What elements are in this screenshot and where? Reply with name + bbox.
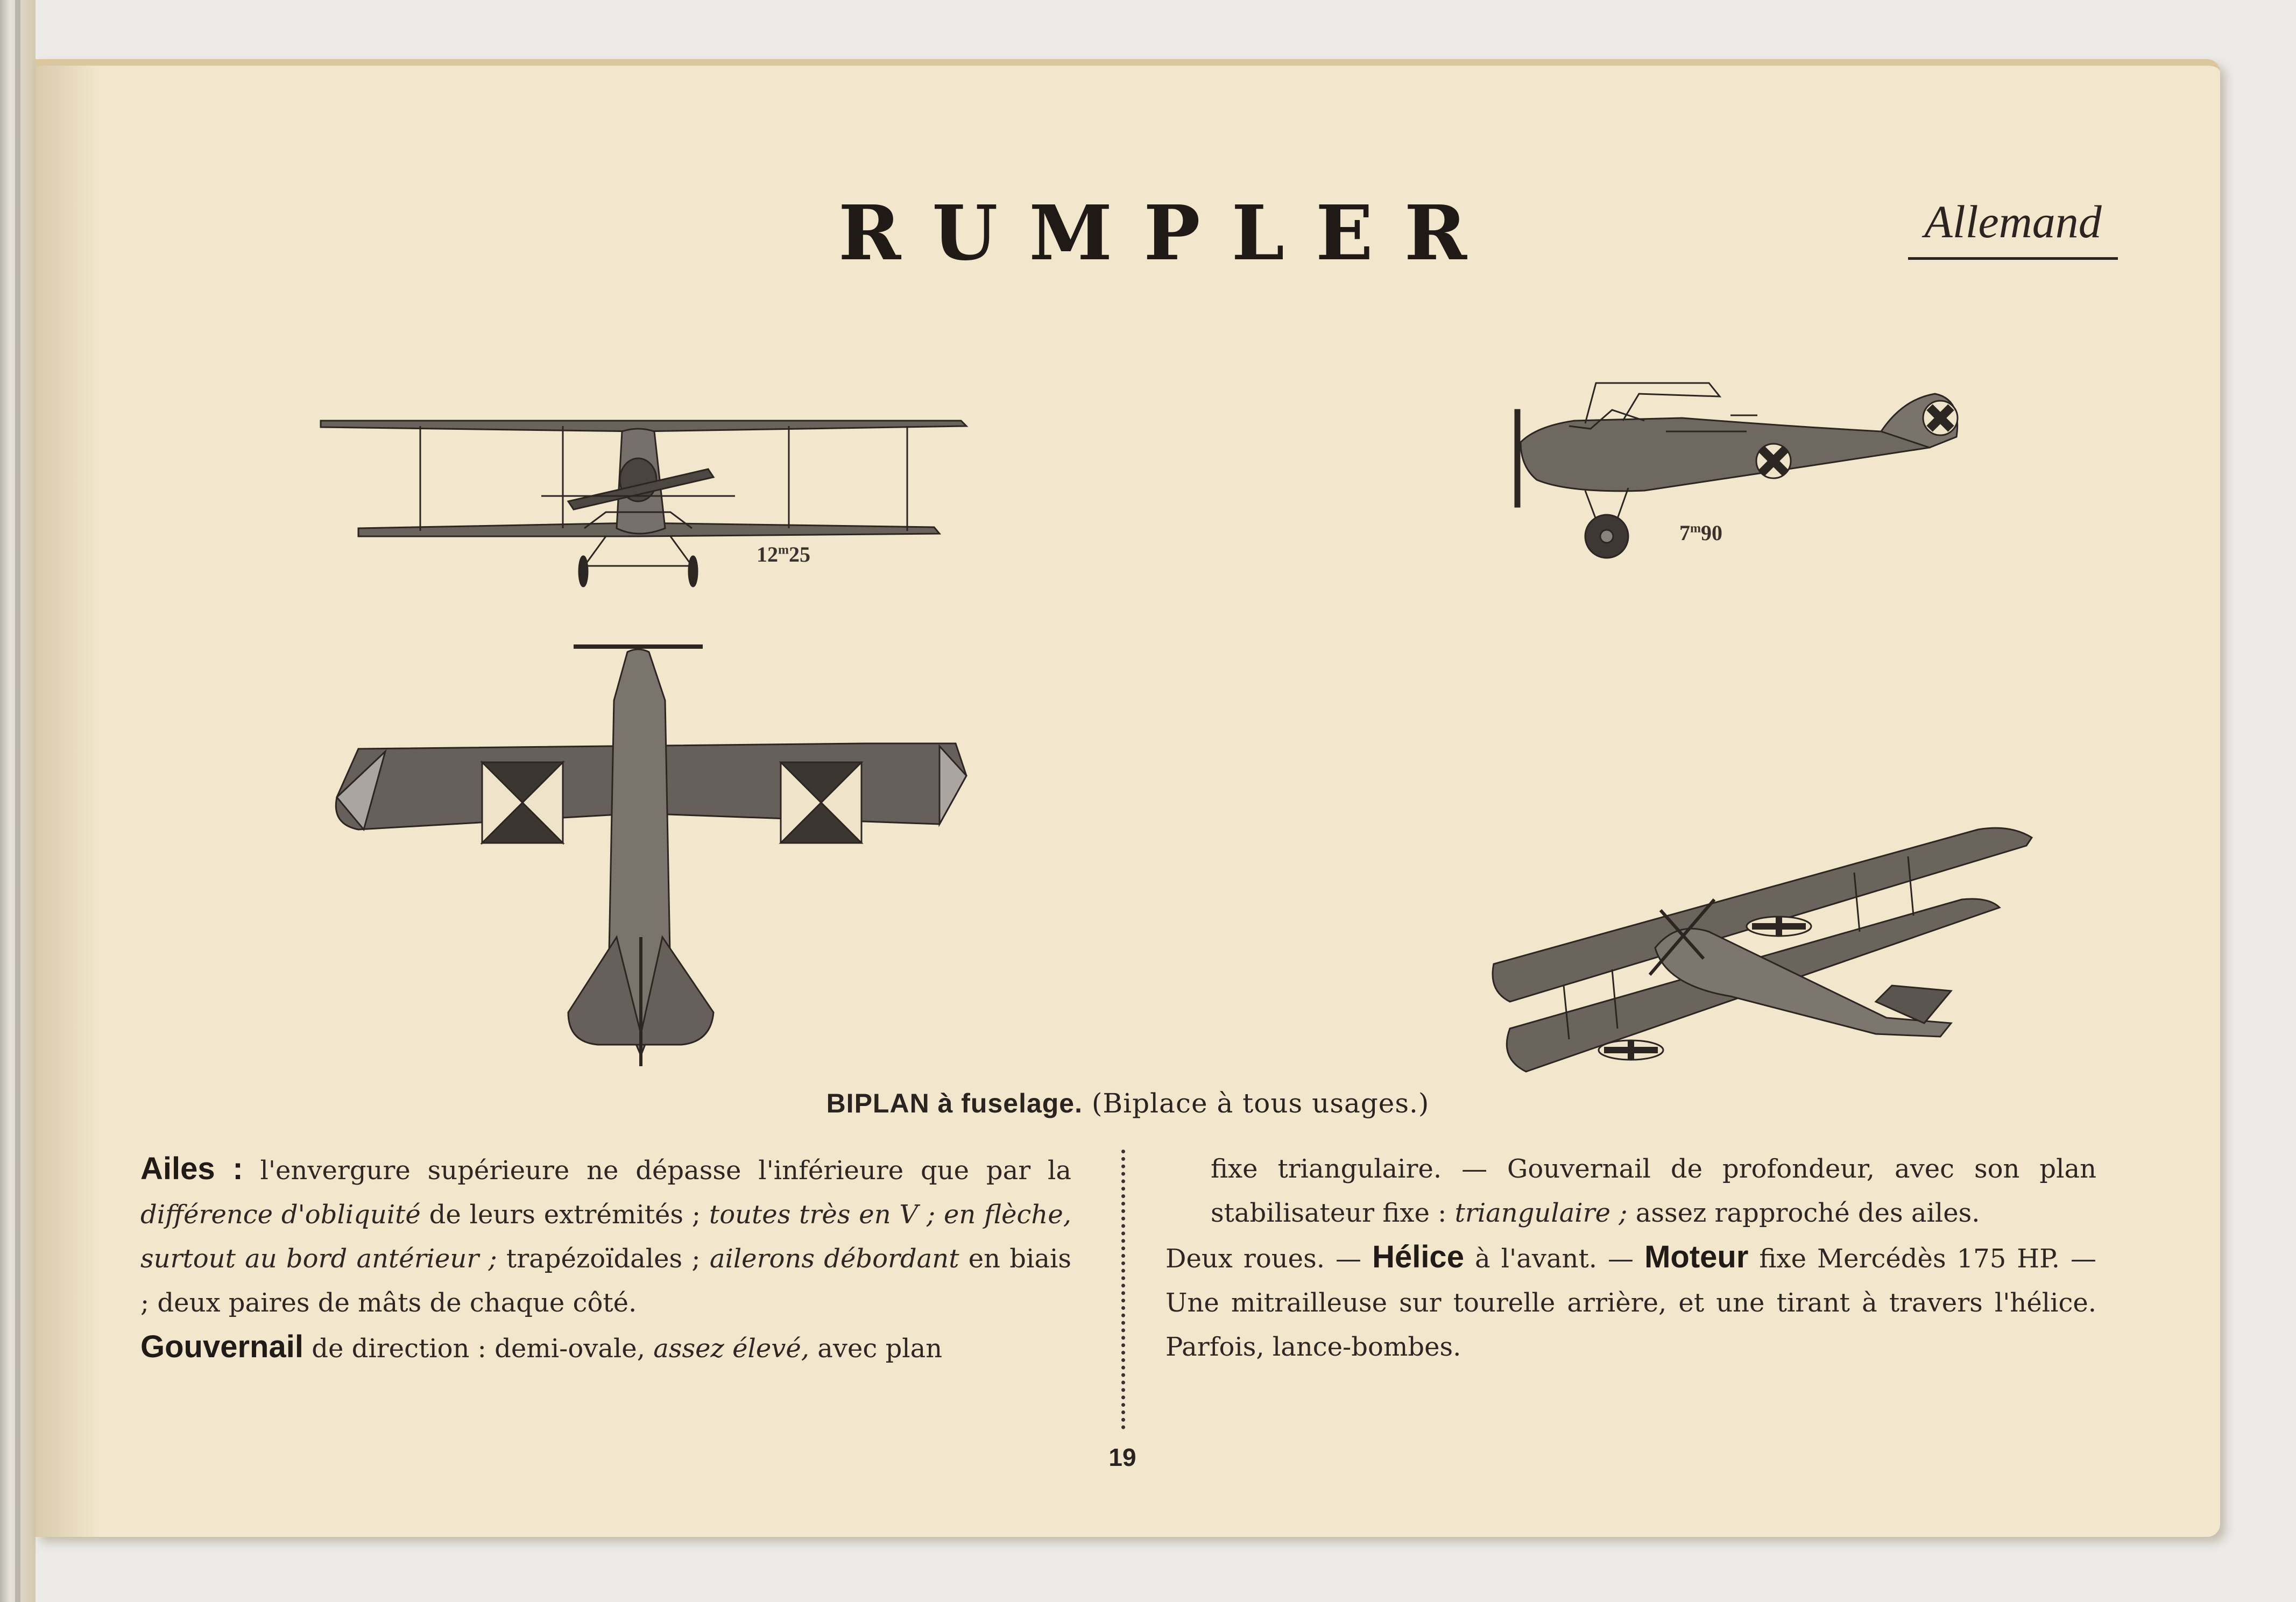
ailes-term: Ailes : [140, 1151, 243, 1186]
right-line-2: assez rapproché des ailes. [1635, 1198, 1980, 1228]
gouvernail-text-1: de direction : demi-ovale, [312, 1334, 645, 1364]
roues-text: Deux roues. — [1165, 1244, 1362, 1274]
gouvernail-text-3: avec plan [817, 1334, 943, 1364]
length-decimal: 90 [1701, 521, 1722, 545]
ailes-text-6: ailerons débordant [709, 1244, 959, 1274]
right-line-1-italic: triangulaire ; [1454, 1198, 1628, 1228]
book-page [36, 59, 2220, 1537]
moteur-term: Moteur [1644, 1239, 1749, 1274]
span-dimension [757, 542, 810, 567]
length-dimension [1679, 520, 1722, 545]
helice-text: à l'avant. — [1475, 1244, 1634, 1274]
helice-moteur-paragraph [1165, 1235, 2096, 1369]
ailes-text-4: toutes très en V ; en flèche, surtout au bord antérieur ; [140, 1200, 1072, 1274]
helice-term: Hélice [1372, 1239, 1464, 1274]
moteur-text: fixe Mercédès 175 HP. — Une mitrailleuse sur tourelle arrière, et une tirant à travers l'hélice. Parfois, lance-bombes. [1165, 1244, 2096, 1362]
right-line-1: fixe triangulaire. — Gouvernail de profondeur, avec son plan stabilisateur fixe : [1211, 1154, 2096, 1228]
page-gutter-shadow [36, 66, 100, 1537]
ailes-text-1: l'envergure supérieure ne dépasse l'inférieure que par la [260, 1156, 1072, 1186]
span-unit: m [778, 543, 789, 557]
span-decimal: 25 [789, 542, 810, 566]
ailes-text-2: différence d'obliquité [140, 1200, 421, 1230]
ailes-text-3: de leurs extrémités ; [429, 1200, 701, 1230]
length-value: 7 [1679, 521, 1690, 545]
nationality-underline [1908, 257, 2118, 260]
plan-view-illustration [305, 636, 1004, 1072]
span-value: 12 [757, 542, 778, 566]
caption-detail: (Biplace à tous usages.) [1091, 1088, 1430, 1119]
figure-caption [36, 1088, 2220, 1119]
stabilisateur-paragraph [1165, 1147, 2096, 1235]
description-left-column [140, 1147, 1071, 1371]
ailes-text-5: trapézoïdales ; [506, 1244, 701, 1274]
front-view-illustration [315, 351, 1015, 609]
gouvernail-term: Gouvernail [140, 1329, 303, 1364]
caption-type: BIPLAN à fuselage. [826, 1088, 1083, 1118]
gouvernail-text-2: assez élevé, [653, 1334, 810, 1364]
ailes-text-7: en biais ; deux paires de mâts de chaque côté. [140, 1244, 1071, 1318]
ailes-paragraph [140, 1147, 1071, 1325]
column-divider [1121, 1150, 1125, 1429]
side-view-illustration [1504, 351, 1989, 582]
binding-edge [15, 0, 20, 1602]
length-unit: m [1690, 521, 1701, 536]
page-title: RUMPLER [838, 189, 1499, 278]
nationality-label: Allemand [1924, 196, 2102, 247]
gouvernail-paragraph [140, 1325, 1071, 1371]
description-right-column [1165, 1147, 2096, 1369]
page-number: 19 [1108, 1443, 1136, 1471]
three-quarter-view-illustration [1478, 770, 2043, 1104]
